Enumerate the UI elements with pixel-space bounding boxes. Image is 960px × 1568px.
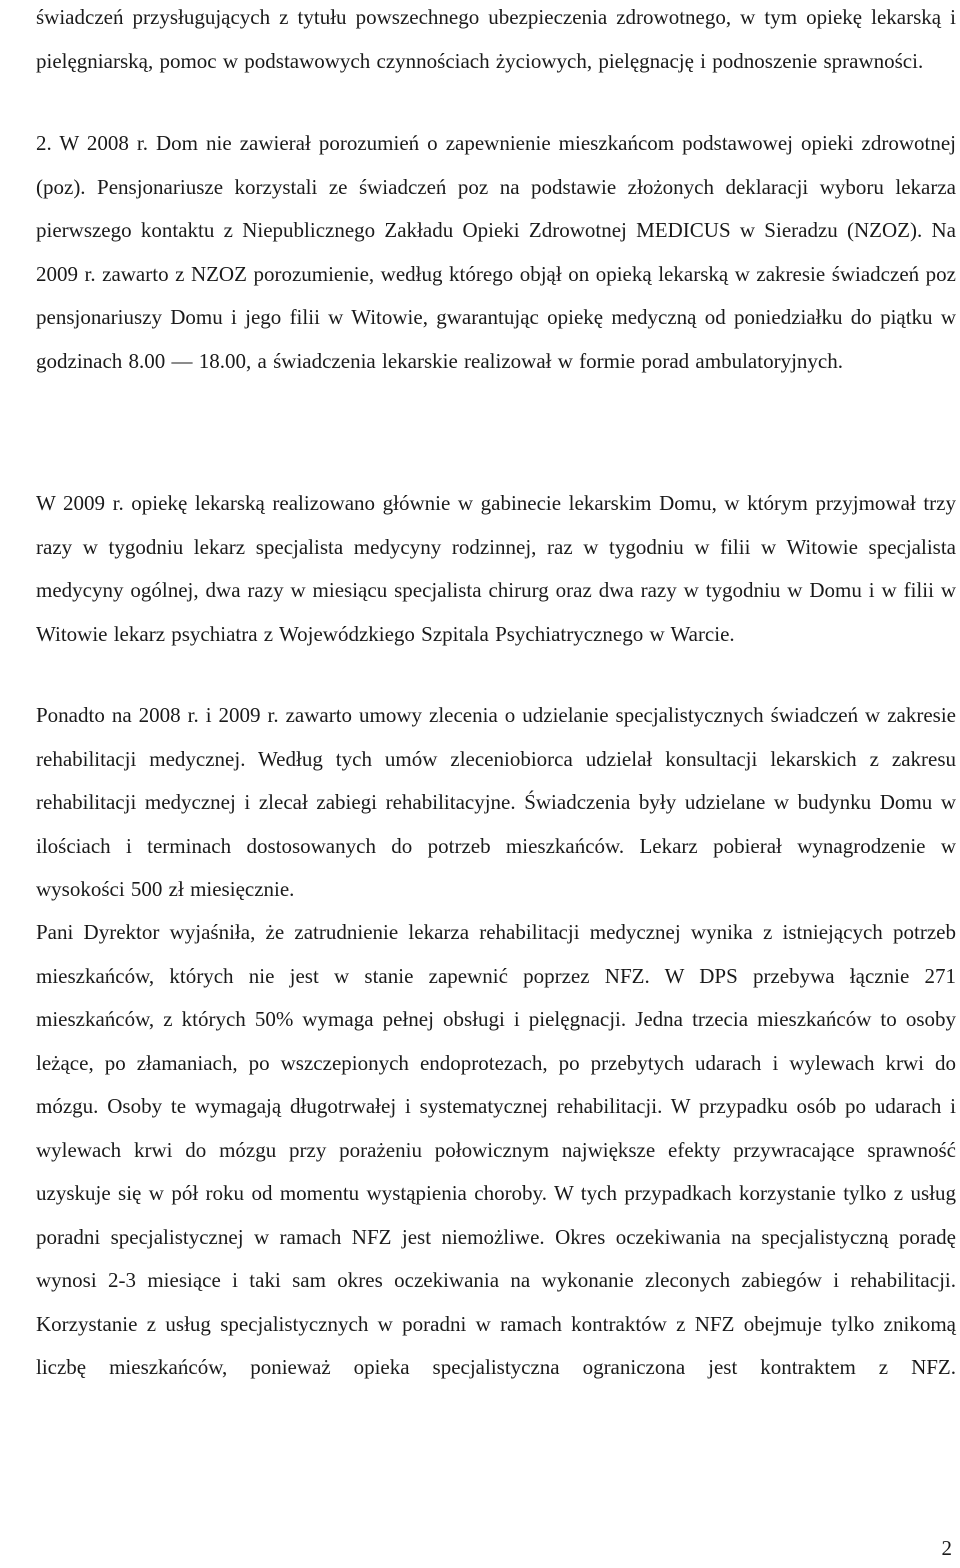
paragraph-director-explanation: Pani Dyrektor wyjaśniła, że zatrudnienie lekarza rehabilitacji medycznej wynika z istniejących potrzeb mieszkańców, których nie jest w stanie zapewnić poprzez NFZ. W DPS przebywa łącznie 271 mieszkańców, z których 50% wymaga pełnej obsługi i pielęgnacji. Jedna trzecia mieszkańców to osoby leżące, po złamaniach, po wszczepionych endoprotezach, po przebytych udarach i wylewach krwi do mózgu. Osoby te wymagają długotrwałej i systematycznej rehabilitacji. W przypadku osób po udarach i wylewach krwi do mózgu przy porażeniu połowicznym największe efekty przywracające sprawność uzyskuje się w pół roku od momentu wystąpienia choroby. W tych przypadkach korzystanie tylko z usług poradni specjalistycznej w ramach NFZ jest niemożliwe. Okres oczekiwania na specjalistyczną poradę wynosi 2-3 miesiące i taki sam okres oczekiwania na wykonanie zleconych zabiegów i rehabilitacji. Korzystanie z usług specjalistycznych w poradni w ramach kontraktów z NFZ obejmuje tylko znikomą liczbę mieszkańców, ponieważ opieka specjalistyczna ograniczona jest kontraktem z NFZ. [36,920,956,1379]
paragraph-section-2: 2. W 2008 r. Dom nie zawierał porozumień o zapewnienie mieszkańcom podstawowej opieki zdrowotnej (poz). Pensjonariusze korzystali ze świadczeń poz na podstawie złożonych deklaracji wyboru lekarza pierwszego kontaktu z Niepublicznego Zakładu Opieki Zdrowotnej MEDICUS w Sieradzu (NZOZ). Na 2009 r. zawarto z NZOZ porozumienie, według którego objął on opieką lekarską w zakresie świadczeń poz pensjonariuszy Domu i jego filii w Witowie, gwarantując opiekę medyczną od poniedziałku do piątku w godzinach 8.00 — 18.00, a świadczenia lekarskie realizował w formie porad ambulatoryjnych. [36,131,956,373]
page-number: 2 [941,1536,952,1560]
paragraph-continuation: świadczeń przysługujących z tytułu powszechnego ubezpieczenia zdrowotnego, w tym opiekę lekarską i pielęgniarską, pomoc w podstawowych czynnościach życiowych, pielęgnację i podnoszenie sprawności. [36,5,956,73]
paragraph-rehabilitation-contracts: Ponadto na 2008 r. i 2009 r. zawarto umowy zlecenia o udzielanie specjalistycznych świadczeń w zakresie rehabilitacji medycznej. Według tych umów zleceniobiorca udzielał konsultacji lekarskich z zakresu rehabilitacji medycznej i zlecał zabiegi rehabilitacyjne. Świadczenia były udzielane w budynku Domu w ilościach i terminach dostosowanych do potrzeb mieszkańców. Lekarz pobierał wynagrodzenie w wysokości 500 zł miesięcznie. [36,703,956,901]
document-page [36,0,956,1568]
paragraph-medical-care-2009: W 2009 r. opiekę lekarską realizowano głównie w gabinecie lekarskim Domu, w którym przyjmował trzy razy w tygodniu lekarz specjalista medycyny rodzinnej, raz w tygodniu w filii w Witowie specjalista medycyny ogólnej, dwa razy w miesiącu specjalista chirurg oraz dwa razy w tygodniu w Domu i w filii w Witowie lekarz psychiatra z Wojewódzkiego Szpitala Psychiatrycznego w Warcie. [36,491,956,646]
